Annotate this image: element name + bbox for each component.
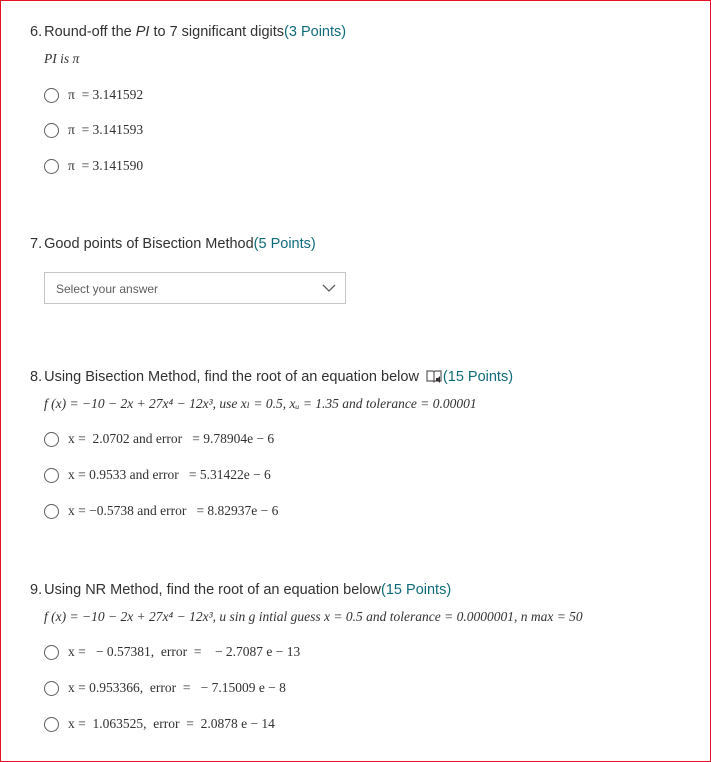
- radio-button[interactable]: [44, 432, 59, 447]
- question-9-option-2[interactable]: [44, 679, 286, 697]
- question-8-option-1[interactable]: [44, 430, 274, 448]
- question-6-title: [30, 24, 346, 40]
- question-9-title: [30, 582, 451, 598]
- question-9-points: (15 Points): [381, 582, 452, 598]
- question-6-subtitle: [44, 51, 79, 67]
- option-label: x = 2.0702 and error = 9.78904e − 6: [68, 431, 275, 446]
- option-label: π = 3.141592: [68, 87, 144, 102]
- question-6-option-3[interactable]: [44, 157, 143, 175]
- option-label: x = − 0.57381, error = − 2.7087 e − 13: [68, 644, 301, 659]
- radio-button[interactable]: [44, 645, 59, 660]
- question-6-title-em: PI: [135, 24, 150, 40]
- question-9-option-3[interactable]: [44, 715, 275, 733]
- option-label: x = −0.5738 and error = 8.82937e − 6: [68, 503, 279, 518]
- dropdown-placeholder: Select your answer: [56, 282, 159, 296]
- question-9-formula: f (x) = −10 − 2x + 27x⁴ − 12x³, u sin g intial guess x = 0.5 and tolerance = 0.0000001, n max = 50: [44, 609, 583, 624]
- question-6-subtitle-b: π: [72, 51, 80, 66]
- radio-button[interactable]: [44, 717, 59, 732]
- question-8-title: [30, 368, 513, 385]
- option-label: π = 3.141593: [68, 122, 144, 137]
- question-8-points: (15 Points): [442, 369, 514, 385]
- question-7-number: 7.: [30, 236, 43, 252]
- question-7-title-text: Good points of Bisection Method: [44, 236, 254, 252]
- immersive-reader-icon[interactable]: [425, 368, 443, 384]
- question-6-option-2[interactable]: [44, 121, 143, 139]
- radio-button[interactable]: [44, 88, 59, 103]
- chevron-down-icon[interactable]: [322, 283, 336, 293]
- question-9-option-1[interactable]: [44, 643, 300, 661]
- question-6-option-1[interactable]: [44, 86, 143, 104]
- question-8-option-2[interactable]: [44, 466, 271, 484]
- question-8-option-3[interactable]: [44, 502, 278, 520]
- question-8-number: 8.: [30, 369, 43, 385]
- question-8-title-text: Using Bisection Method, find the root of an equation below: [44, 369, 419, 385]
- question-6-number: 6.: [30, 24, 43, 40]
- question-6-title-post: to 7 significant digits: [149, 24, 285, 40]
- option-label: π = 3.141590: [68, 158, 144, 173]
- question-6-subtitle-a: PI is: [44, 51, 73, 66]
- question-6-title-pre: Round-off the: [44, 24, 136, 40]
- radio-button[interactable]: [44, 159, 59, 174]
- question-7-points: (5 Points): [253, 236, 316, 252]
- radio-button[interactable]: [44, 681, 59, 696]
- radio-button[interactable]: [44, 468, 59, 483]
- question-7-title: [30, 236, 316, 252]
- question-6-points: (3 Points): [284, 24, 347, 40]
- option-label: x = 0.953366, error = − 7.15009 e − 8: [68, 680, 286, 695]
- question-9-title-text: Using NR Method, find the root of an equation below: [44, 582, 382, 598]
- radio-button[interactable]: [44, 504, 59, 519]
- question-8-formula: f (x) = −10 − 2x + 27x⁴ − 12x³, use xₗ = 0.5, xᵤ = 1.35 and tolerance = 0.00001: [44, 396, 477, 411]
- radio-button[interactable]: [44, 123, 59, 138]
- option-label: x = 1.063525, error = 2.0878 e − 14: [68, 716, 275, 731]
- question-9-number: 9.: [30, 582, 43, 598]
- answer-dropdown[interactable]: [44, 272, 346, 304]
- option-label: x = 0.9533 and error = 5.31422e − 6: [68, 467, 271, 482]
